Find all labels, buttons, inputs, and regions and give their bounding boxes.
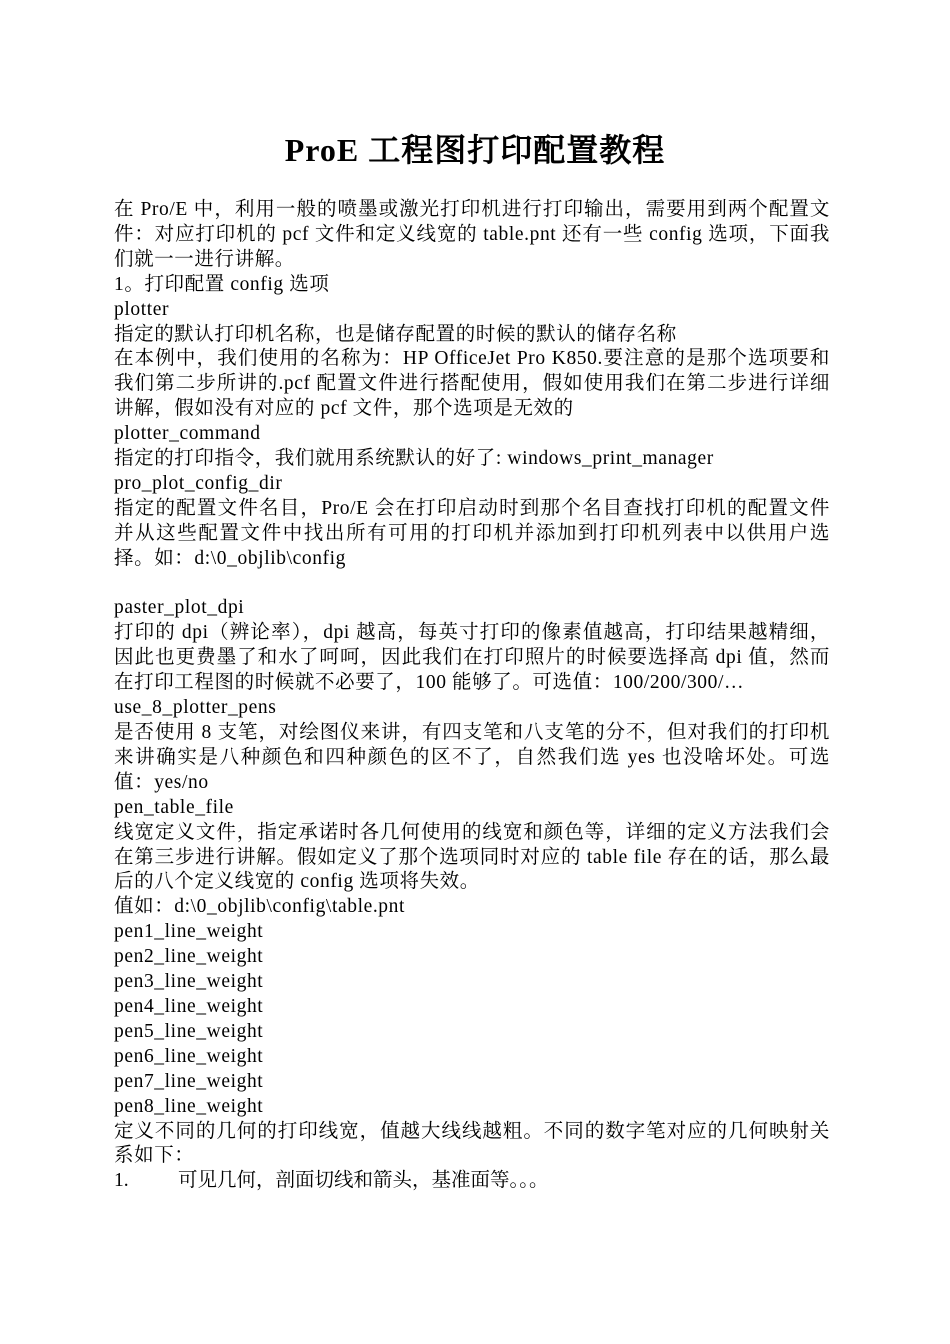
- option-name-pen7: pen7_line_weight: [114, 1070, 264, 1092]
- option-name-pro-plot-config-dir: pro_plot_config_dir: [114, 472, 283, 494]
- option-name-plotter-command: plotter_command: [114, 423, 261, 445]
- option-name-pen2: pen2_line_weight: [114, 946, 264, 968]
- option-name-pen3: pen3_line_weight: [114, 971, 264, 993]
- option-name-pen4: pen4_line_weight: [114, 995, 264, 1017]
- option-desc-pro-plot-config-dir: 指定的配置文件名目，Pro/E 会在打印启动时到那个名目查找打印机的配置文件并从这些配置文件中找出所有可用的打印机并添加到打印机列表中以供用户选择。如：d:\0_objlib\config: [114, 497, 830, 569]
- list-item-text: 可见几何，剖面切线和箭头，基准面等。。。: [178, 1170, 549, 1192]
- option-name-pen6: pen6_line_weight: [114, 1045, 264, 1067]
- option-desc-pen-table-file: 线宽定义文件，指定承诺时各几何使用的线宽和颜色等，详细的定义方法我们会在第三步进行讲解。假如定义了那个选项同时对应的 table file 存在的话，那么最后的八个定义线宽的 config 选项将失效。: [114, 821, 830, 893]
- option-desc-paster-plot-dpi: 打印的 dpi（辨论率），dpi 越高，每英寸打印的像素值越高，打印结果越精细，因此也更费墨了和水了呵呵，因此我们在打印照片的时候要选择高 dpi 值，然而在打印工程图的时候就不必要了，100 能够了。可选值：100/200/300/…: [114, 622, 830, 694]
- option-name-plotter: plotter: [114, 298, 170, 320]
- option-name-pen8: pen8_line_weight: [114, 1095, 264, 1117]
- section-heading: 1。打印配置 config 选项: [114, 273, 330, 295]
- option-desc-use-8-plotter-pens: 是否使用 8 支笔，对绘图仪来讲，有四支笔和八支笔的分不，但对我们的打印机来讲确实是八种颜色和四种颜色的区不了，自然我们选 yes 也没啥坏处。可选值：yes/no: [114, 722, 830, 793]
- option-example-plotter: 在本例中，我们使用的名称为：HP OfficeJet Pro K850.要注意的是那个选项要和我们第二步所讲的.pcf 配置文件进行搭配使用，假如使用我们在第二步进行详细讲解，假如没有对应的 pcf 文件，那个选项是无效的: [114, 348, 830, 420]
- option-desc-plotter: 指定的默认打印机名称，也是储存配置的时候的默认的储存名称: [114, 323, 677, 345]
- option-desc-pen-line-weight: 定义不同的几何的打印线宽，值越大线线越粗。不同的数字笔对应的几何映射关系如下：: [114, 1120, 830, 1167]
- option-desc-plotter-command: 指定的打印指令，我们就用系统默认的好了: windows_print_manager: [114, 448, 714, 470]
- option-name-paster-plot-dpi: paster_plot_dpi: [114, 597, 245, 619]
- list-item-number: 1.: [114, 1170, 129, 1192]
- blank-line: [114, 572, 830, 597]
- paragraph-intro: 在 Pro/E 中，利用一般的喷墨或激光打印机进行打印输出，需要用到两个配置文件：对应打印机的 pcf 文件和定义线宽的 table.pnt 还有一些 config 选项，下面我们就一一进行讲解。: [114, 199, 830, 270]
- option-name-pen5: pen5_line_weight: [114, 1020, 264, 1042]
- list-item: [114, 1169, 830, 1194]
- document-body: [114, 198, 830, 1194]
- document-title: ProE 工程图打印配置教程: [284, 132, 666, 168]
- option-name-pen1: pen1_line_weight: [114, 921, 264, 943]
- option-name-use-8-plotter-pens: use_8_plotter_pens: [114, 697, 277, 719]
- option-example-pen-table-file: 值如：d:\0_objlib\config\table.pnt: [114, 896, 406, 918]
- option-name-pen-table-file: pen_table_file: [114, 796, 234, 818]
